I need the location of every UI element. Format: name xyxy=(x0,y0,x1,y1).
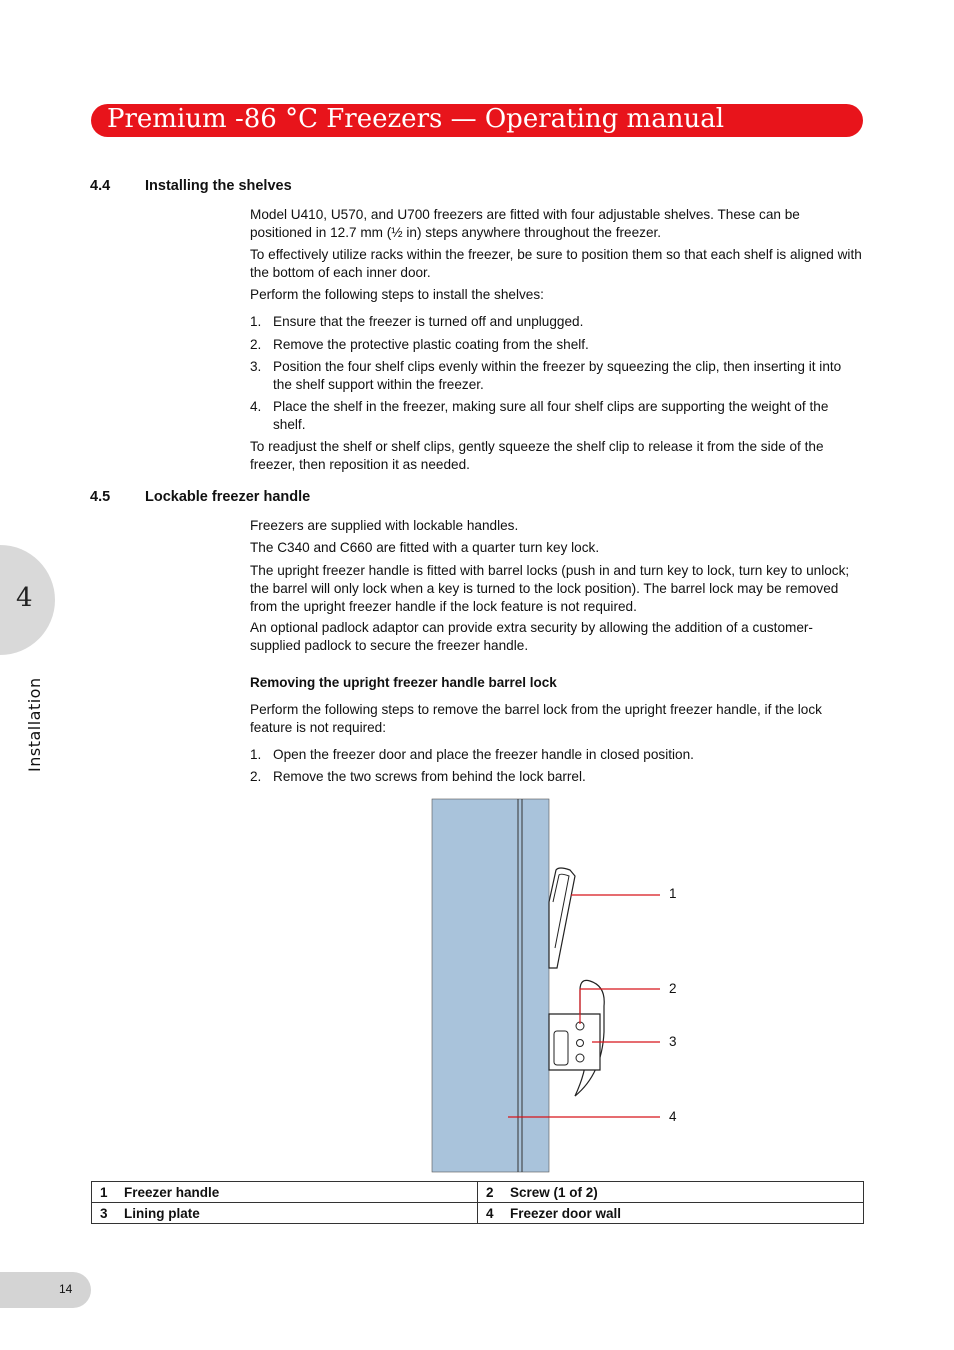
callout-4: 4 xyxy=(669,1109,677,1124)
table-row xyxy=(92,1203,864,1224)
list-number: 1. xyxy=(250,747,262,762)
list-item xyxy=(250,313,862,331)
paragraph: Model U410, U570, and U700 freezers are fitted with four adjustable shelves. These can be positioned in 12.7 mm (½ in) steps anywhere throughout the freezer. xyxy=(250,207,800,240)
section-number: 4.5 xyxy=(90,489,111,505)
list-text: Remove the protective plastic coating from the shelf. xyxy=(273,337,589,352)
list-item xyxy=(250,768,862,786)
subsection-heading: Removing the upright freezer handle barrel lock xyxy=(250,675,557,690)
section-title: Lockable freezer handle xyxy=(145,489,311,505)
list-item xyxy=(250,358,862,394)
section-heading-4-4 xyxy=(90,178,292,194)
paragraph: Perform the following steps to remove the barrel lock from the upright freezer handle, if the lock feature is not required: xyxy=(250,702,822,735)
list-text: Ensure that the freezer is turned off and unplugged. xyxy=(273,314,584,329)
freezer-door-wall xyxy=(432,799,549,1172)
list-text: Remove the two screws from behind the lock barrel. xyxy=(273,769,586,784)
lock-slot xyxy=(554,1031,568,1065)
paragraph: The C340 and C660 are fitted with a quarter turn key lock. xyxy=(250,540,600,555)
paragraph: The upright freezer handle is fitted with barrel locks (push in and turn key to lock, turn key to unlock; the barrel will only lock when a key is turned to the lock position). The barrel lock may be removed from the upright freezer handle if the lock feature is not required. xyxy=(250,563,850,614)
table-cell: 2 Screw (1 of 2) xyxy=(478,1182,864,1203)
section-title: Installing the shelves xyxy=(145,178,292,194)
list-number: 4. xyxy=(250,399,262,414)
list-number: 2. xyxy=(250,337,262,352)
table-cell: 3 Lining plate xyxy=(92,1203,478,1224)
paragraph: Perform the following steps to install the shelves: xyxy=(250,287,544,302)
handle-diagram xyxy=(430,798,690,1174)
table-row xyxy=(92,1182,864,1203)
callout-2: 2 xyxy=(669,981,677,996)
paragraph: To effectively utilize racks within the freezer, be sure to position them so that each shelf is aligned with the bottom of each inner door. xyxy=(250,247,862,280)
list-number: 1. xyxy=(250,314,262,329)
page-header-banner xyxy=(91,104,863,137)
callout-1: 1 xyxy=(669,886,677,901)
manual-title: Premium -86 °C Freezers — Operating manual xyxy=(107,104,725,134)
callout-3: 3 xyxy=(669,1034,677,1049)
page-number-tab xyxy=(0,1272,91,1308)
list-item xyxy=(250,746,862,764)
table-cell: 1 Freezer handle xyxy=(92,1182,478,1203)
list-number: 3. xyxy=(250,359,262,374)
list-text: Position the four shelf clips evenly within the freezer by squeezing the clip, then inserting it into the shelf support within the freezer. xyxy=(273,359,842,392)
page-number: 14 xyxy=(59,1282,73,1296)
barrel xyxy=(577,1040,584,1047)
list-number: 2. xyxy=(250,769,262,784)
list-text: Open the freezer door and place the freezer handle in closed position. xyxy=(273,747,694,762)
paragraph: An optional padlock adaptor can provide extra security by allowing the addition of a customer-supplied padlock to secure the freezer handle. xyxy=(250,620,813,653)
chapter-number: 4 xyxy=(16,583,33,613)
screw-bottom xyxy=(576,1054,584,1062)
list-item xyxy=(250,398,862,434)
list-text: Place the shelf in the freezer, making sure all four shelf clips are supporting the weight of the shelf. xyxy=(273,399,829,432)
freezer-handle xyxy=(549,868,575,968)
list-item xyxy=(250,336,862,354)
section-number: 4.4 xyxy=(90,178,111,194)
section-heading-4-5 xyxy=(90,489,310,505)
table-cell: 4 Freezer door wall xyxy=(478,1203,864,1224)
figure-legend-table xyxy=(91,1181,864,1224)
paragraph: To readjust the shelf or shelf clips, gently squeeze the shelf clip to release it from the side of the freezer, then reposition it as needed. xyxy=(250,439,824,472)
chapter-side-label: Installation xyxy=(25,677,44,772)
paragraph: Freezers are supplied with lockable handles. xyxy=(250,518,519,533)
